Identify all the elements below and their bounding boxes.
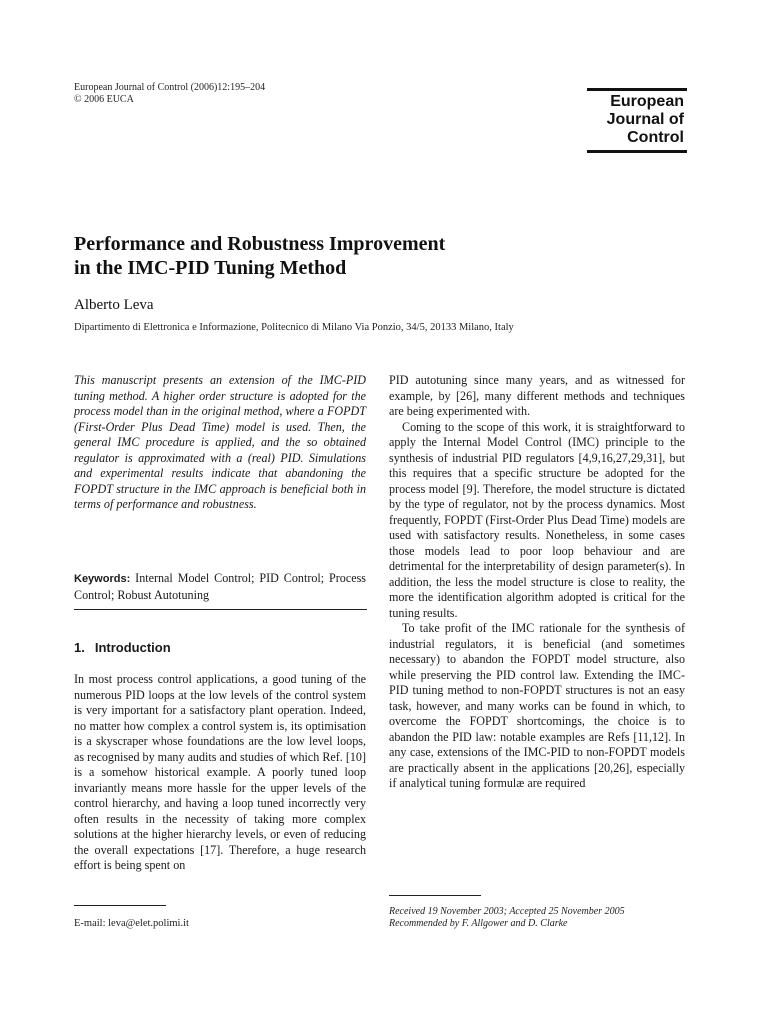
journal-logo (587, 88, 687, 153)
copyright-line: © 2006 EUCA (74, 94, 134, 105)
keywords-label: Keywords: (74, 573, 131, 585)
journal-citation (74, 82, 265, 106)
keywords-text: Internal Model Control; PID Control; Process Control; Robust Autotuning (74, 571, 366, 602)
footnote-divider-left (74, 905, 166, 906)
abstract-divider (74, 609, 367, 610)
received-note (389, 906, 625, 930)
received-dates: Received 19 November 2003; Accepted 25 November 2005 (389, 906, 625, 917)
body-paragraph: PID autotuning since many years, and as witnessed for example, by [26], many different methods and techniques are being experimented with. (389, 373, 685, 418)
logo-line: Journal of (606, 111, 684, 128)
body-paragraph: Coming to the scope of this work, it is straightforward to apply the Internal Model Control (IMC) principle to the synthesis of industrial PID regulators [4,9,16,27,29,31], but this requires that a specific structure be adopted for the process model [9]. Therefore, the model structure is dictated by the type of regulator, not by the process dynamics. Most frequently, FOPDT (First-Order Plus Dead Time) models are used with satisfactory results. Nonetheless, in some cases those models lead to poor loop behaviour and are detrimental for the interpretability of design parameter(s). In addition, the less the model structure is close to reality, the more the identification algorithm adopted is critical for the tuning results. (389, 419, 685, 620)
recommended-by: Recommended by F. Allgower and D. Clarke (389, 918, 568, 929)
body-paragraph: To take profit of the IMC rationale for the synthesis of industrial regulators, it is beneficial (and sometimes necessary) to abandon the FOPDT model structure, also while preserving the PID control law. Extending the IMC-PID tuning method to non-FOPDT structures is not an easy task, however, and many works can be found in which, to overcome the FOPDT shortcomings, the choice is to abandon the PID law: notable examples are Refs [11,12]. In any case, extensions of the IMC-PID to non-FOPDT models are practically absent in the applications [20,26], especially if analytical tuning formulæ are required (389, 621, 685, 790)
section-title: Introduction (94, 640, 171, 655)
title-line: Performance and Robustness Improvement (74, 233, 446, 255)
logo-line: Control (627, 129, 684, 146)
abstract: This manuscript presents an extension of the IMC-PID tuning method. A higher order structure is adopted for the process model than in the original method, where a FOPDT (First-Order Plus Dead Time) model is used. Then, the general IMC procedure is applied, and the so obtained regulator is approximated with a (real) PID. Simulations and experimental results indicate that abandoning the FOPDT structure in the IMC approach is beneficial both in terms of performance and robustness. (74, 373, 366, 511)
intro-paragraph: In most process control applications, a good tuning of the numerous PID loops at the low levels of the control system is very important for a satisfactory plant operation. Indeed, no matter how complex a control system is, its optimisation is a skyscraper whose foundations are the low level loops, as recognised by many audits and studies of which Ref. [10] is a somehow historical example. A poorly tuned loop invariantly means more hassle for the upper levels of the control hierarchy, and having a loop tuned incorrectly very often results in the necessity of taking more complex solutions at the higher hierarchy levels, or even of reducing the overall expectations [17]. Therefore, a huge research effort is being spent on (74, 672, 366, 872)
citation-line: European Journal of Control (2006)12:195–204 (74, 82, 266, 93)
right-column (389, 373, 685, 792)
logo-line: European (610, 93, 684, 110)
keywords (74, 571, 366, 603)
section-heading (74, 640, 171, 655)
author-affiliation: Dipartimento di Elettronica e Informazione, Politecnico di Milano Via Ponzio, 34/5, 20133 Milano, Italy (74, 322, 514, 333)
section-number: 1. (74, 640, 85, 655)
footnote-divider-right (389, 895, 481, 896)
author-email: E-mail: leva@elet.polimi.it (74, 918, 189, 929)
title-line: in the IMC-PID Tuning Method (74, 257, 347, 279)
author-name: Alberto Leva (74, 297, 154, 313)
logo-bottom-rule (587, 150, 687, 153)
logo-text (587, 91, 687, 150)
paper-title (74, 232, 574, 280)
